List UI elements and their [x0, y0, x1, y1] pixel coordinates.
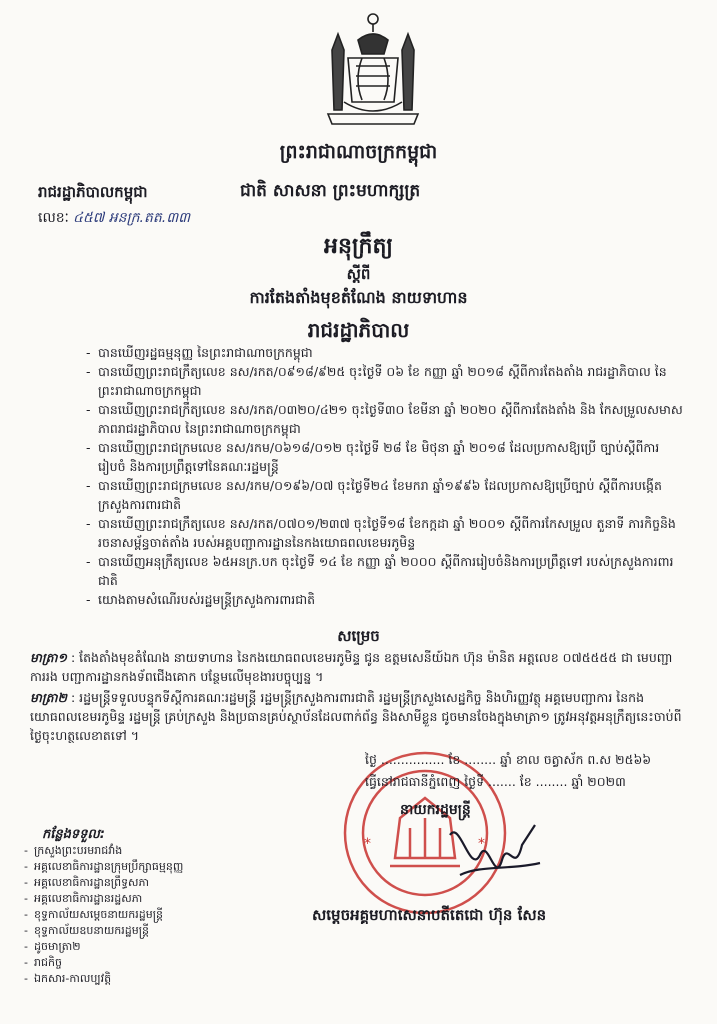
- recipient-item: - អគ្គលេខាធិការដ្ឋានព្រឹទ្ធសភា: [24, 875, 254, 891]
- article-1: [30, 648, 690, 686]
- recital-item: - យោងតាមសំណើរបស់រដ្ឋមន្ត្រីក្រសួងការពារជាតិ: [86, 590, 686, 609]
- svg-text:*: *: [478, 836, 485, 852]
- reference-label: លេខៈ: [38, 210, 69, 226]
- recipient-item: - រាជកិច្ច: [24, 955, 254, 971]
- prime-minister-label: នាយករដ្ឋមន្ត្រី: [400, 802, 471, 818]
- recital-item: - បានឃើញព្រះរាជក្រឹត្យលេខ នស/រកត/០៩១៨/៩២៥ ចុះថ្ងៃទី ០៦ ខែ កញ្ញា ឆ្នាំ ២០១៨ ស្តីពីការតែងតាំង រាជរដ្ឋាភិបាល នៃព្រះរាជាណាចក្រកម្ពុជា: [86, 362, 686, 400]
- recital-item: - បានឃើញរដ្ឋធម្មនុញ្ញ នៃព្រះរាជាណាចក្រកម្ពុជា: [86, 343, 686, 362]
- decree-title: អនុក្រឹត្យ: [324, 233, 393, 259]
- recipient-item: - ឯកសារ-កាលប្បវត្តិ: [24, 971, 254, 987]
- svg-text:*: *: [364, 836, 371, 852]
- lunar-date: ថ្ងៃ ................ ខែ ........ ឆ្នាំ ខាល ចត្វាស័ក ព.ស ២៥៦៦: [365, 752, 652, 767]
- royal-emblem-icon: [318, 10, 428, 130]
- article-2: [30, 688, 690, 745]
- recital-item: - បានឃើញព្រះរាជក្រឹត្យលេខ នស/រកត/០៧០១/២៣៧ ចុះថ្ងៃទី១៨ ខែកក្កដា ឆ្នាំ ២០០១ ស្តីពីការកែសម្រួល តួនាទី ភារកិច្ចនិងរចនាសម្ព័ន្ធចាត់តាំង របស់អគ្គបញ្ជាការដ្ឋាននៃកងយោធពលខេមរភូមិន្ទ: [86, 514, 686, 552]
- recital-item: - បានឃើញព្រះរាជក្រឹត្យលេខ នស/រកត/០៣២០/៤២១ ចុះថ្ងៃទី៣០ ខែមីនា ឆ្នាំ ២០២០ ស្តីពីការតែងតាំង និង កែសម្រួលសមាសភាពរាជរដ្ឋាភិបាល នៃព្រះរាជាណាចក្រកម្ពុជា: [86, 400, 686, 438]
- recipient-item: - អគ្គលេខាធិការដ្ឋានក្រុមប្រឹក្សាធម្មនុញ្ញ: [24, 859, 254, 875]
- recipients-list: [24, 843, 254, 987]
- kingdom-title: ព្រះរាជាណាចក្រកម្ពុជា: [279, 141, 438, 163]
- handwritten-signature-icon: [440, 815, 550, 890]
- recipient-item: - ខុទ្ទកាល័យសម្តេចនាយករដ្ឋមន្ត្រី: [24, 907, 254, 923]
- recipient-item: - អគ្គលេខាធិការដ្ឋានរដ្ឋសភា: [24, 891, 254, 907]
- recitals-list: [86, 343, 686, 609]
- article-2-text: : រដ្ឋមន្ត្រីទទួលបន្ទុកទីស្តីការគណៈរដ្ឋមន្ត្រី រដ្ឋមន្ត្រីក្រសួងការពារជាតិ រដ្ឋមន្ត្រីក្រសួងសេដ្ឋកិច្ច និងហិរញ្ញវត្ថុ អគ្គមេបញ្ជាការ នៃកងយោធពលខេមរភូមិន្ទ រដ្ឋមន្ត្រី គ្រប់ក្រសួង និងប្រធានគ្រប់ស្ថាប័នដែលពាក់ព័ន្ធ និងសាមីខ្លួន ជូចមានចែងក្នុងមាត្រា១ ត្រូវអនុវត្តអនុក្រឹត្យនេះចាប់ពីថ្ងៃចុះហត្ថលេខាតទៅ ។: [30, 690, 682, 743]
- recital-item: - បានឃើញព្រះរាជក្រមលេខ នស/រកម/០១៩៦/០៧ ចុះថ្ងៃទី២៤ ខែមករា ឆ្នាំ១៩៩៦ ដែលប្រកាសឱ្យប្រើច្បាប់ ស្តីពីការបង្កើតក្រសួងការពារជាតិ: [86, 476, 686, 514]
- about-label: ស្តីពី: [346, 265, 371, 283]
- recipient-item: - ខុទ្ទកាល័យឧបនាយករដ្ឋមន្ត្រី: [24, 923, 254, 939]
- decree-subject: ការតែងតាំងមុខតំណែង នាយទាហាន: [249, 288, 468, 307]
- article-1-label: មាត្រា១: [30, 650, 67, 665]
- recital-item: - បានឃើញអនុក្រឹត្យលេខ ៦៥អនក្រ.បក ចុះថ្ងៃទី ១៤ ខែ កញ្ញា ឆ្នាំ ២០០០ ស្តីពីការរៀបចំនិងការប្រព្រឹត្តទៅ របស់ក្រសួងការពារជាតិ: [86, 552, 686, 590]
- article-2-label: មាត្រា២: [30, 690, 67, 705]
- recital-item: - បានឃើញព្រះរាជក្រមលេខ នស/រកម/០៦១៨/០១២ ចុះថ្ងៃទី ២៨ ខែ មិថុនា ឆ្នាំ ២០១៨ ដែលប្រកាសឱ្យប្រើ ច្បាប់ស្តីពីការរៀបចំ និងការប្រព្រឹត្តទៅនៃគណៈរដ្ឋមន្ត្រី: [86, 438, 686, 476]
- reference-number: [38, 208, 190, 229]
- government-left-heading: រាជរដ្ឋាភិបាលកម្ពុជា: [38, 183, 148, 201]
- decided-heading: សម្រេច: [337, 627, 380, 645]
- government-heading: រាជរដ្ឋាភិបាល: [307, 318, 410, 342]
- recipient-item: - ដូចមាត្រា២: [24, 939, 254, 955]
- national-motto: ជាតិ សាសនា ព្រះមហាក្សត្រ: [240, 181, 421, 201]
- recipient-item: - ក្រសួងព្រះបរមរាជវាំង: [24, 843, 254, 859]
- recipients-title: កន្លែងទទួល:: [42, 827, 105, 842]
- reference-value: ៤៥៧ អនក្រ.តត.៣៣: [72, 210, 191, 226]
- solar-date: ធ្វើនៅរាជធានីភ្នំពេញ ថ្ងៃទី ....... ខែ ........ ឆ្នាំ ២០២៣: [365, 774, 626, 789]
- signer-name: សម្តេចអគ្គមហាសេនាបតីតេជោ ហ៊ុន សែន: [312, 906, 547, 924]
- article-1-text: : តែងតាំងមុខតំណែង នាយទាហាន នៃកងយោធពលខេមរភូមិន្ទ ជូន ឧត្តមសេនីយ៍ឯក ហ៊ុន ម៉ានិត អត្តលេខ ០៧៥៥៥៥ ជា មេបញ្ជាការរង បញ្ជាការដ្ឋានកងទ័ពជើងគោក បន្ថែមលើមុខងារបច្ចុប្បន្ន ។: [30, 650, 673, 684]
